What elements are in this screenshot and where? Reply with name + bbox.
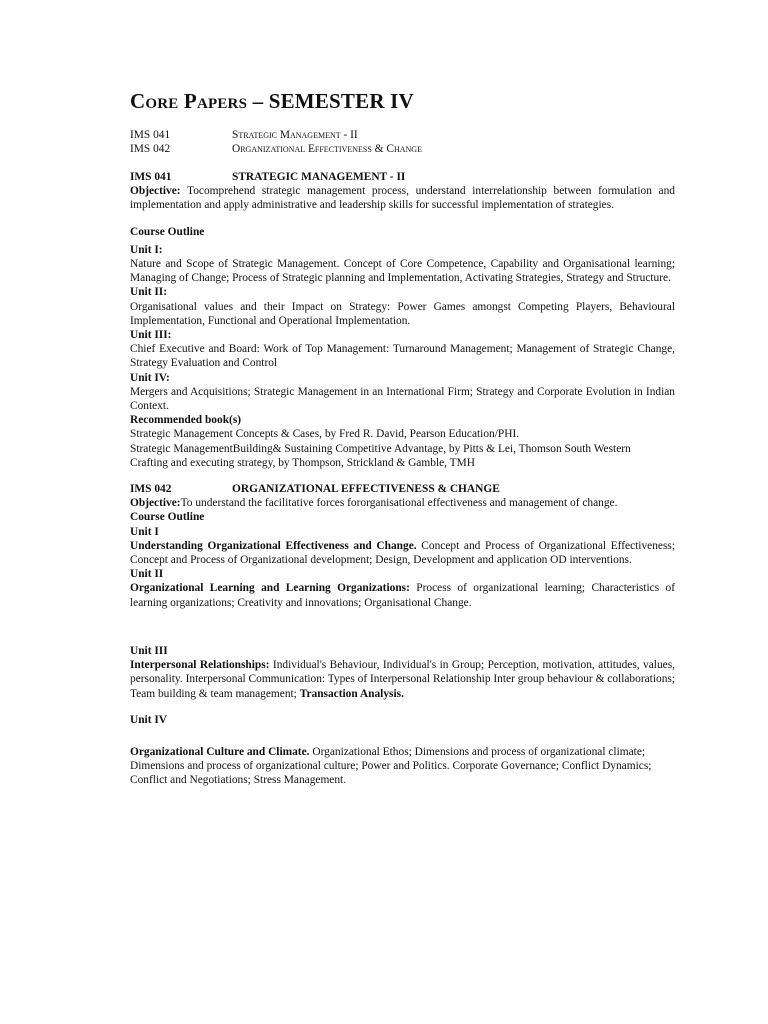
unit-topic: Organizational Culture and Climate.: [130, 745, 310, 758]
unit-text: [130, 745, 675, 788]
paper-name: Strategic Management - II: [232, 129, 358, 141]
unit-heading: Unit II:: [130, 286, 168, 299]
objective-paragraph: [130, 184, 675, 212]
objective-paragraph: [130, 496, 675, 510]
unit-detail: Concept and Process of Organizational Effectiveness; Concept and Process of Organizational development; Design, Development and application OD interventions.: [130, 539, 676, 567]
paper-code: IMS 042: [130, 143, 171, 155]
paper-name: Organizational Effectiveness & Change: [232, 143, 422, 155]
unit-text: Organisational values and their Impact on Strategy: Power Games amongst Competing Players, Behavioural Implementation, Functional and Operational Implementation.: [130, 300, 675, 327]
course-outline-heading: Course Outline: [130, 225, 205, 238]
unit-text: [130, 658, 675, 701]
unit-heading: Unit I:: [130, 243, 163, 256]
unit-text: [130, 539, 675, 567]
paper-list-row: [130, 128, 675, 142]
section-name: STRATEGIC MANAGEMENT - II: [232, 171, 406, 183]
unit-heading: Unit III:: [130, 329, 172, 342]
unit-text: [130, 581, 675, 609]
book-item: Crafting and executing strategy, by Thompson, Strickland & Gamble, TMH: [130, 456, 475, 469]
recommended-books-heading: Recommended book(s): [130, 414, 242, 427]
course-outline-heading: Course Outline: [130, 511, 205, 524]
objective-label: Objective:: [130, 185, 181, 198]
paper-code: IMS 041: [130, 129, 171, 141]
unit-detail: Process of organizational learning; Characteristics of learning organizations; Creativity and innovations; Organisational Change.: [130, 582, 675, 609]
unit-topic-end: Transaction Analysis.: [299, 687, 404, 700]
paper-list: [130, 128, 675, 156]
section-code: IMS 042: [130, 483, 172, 496]
section-code: IMS 041: [130, 171, 172, 183]
unit-topic: Organizational Learning and Learning Organizations:: [130, 582, 410, 595]
objective-text: To understand the facilitative forces fororganisational effectiveness and management of change.: [180, 497, 618, 510]
title-small-caps: Core Papers: [130, 89, 248, 113]
book-item: Strategic ManagementBuilding& Sustaining Competitive Advantage, by Pitts & Lei, Thomson South Western: [130, 442, 631, 455]
unit-detail: Individual's Behaviour, Individual's in Group; Perception, motivation, attitudes, values, personality. Interpersonal Communication: Types of Interpersonal Relationship Inter group behaviour & collaborations; Team building & team management;: [130, 659, 675, 700]
title-rest: – SEMESTER IV: [247, 89, 414, 113]
page-title: [130, 88, 675, 114]
unit-text: Mergers and Acquisitions; Strategic Management in an International Firm; Strategy and Corporate Evolution in Indian Context.: [130, 385, 675, 413]
unit-heading: Unit IV: [130, 713, 168, 726]
paper-list-row: [130, 142, 675, 156]
section-name: ORGANIZATIONAL EFFECTIVENESS & CHANGE: [232, 483, 500, 496]
section-heading-ims042: [130, 482, 675, 496]
section-heading-ims041: [130, 170, 675, 184]
unit-topic: Understanding Organizational Effectiveness and Change.: [130, 539, 417, 552]
unit-topic: Interpersonal Relationships:: [130, 659, 270, 672]
book-item: Strategic Management Concepts & Cases, by Fred R. David, Pearson Education/PHI.: [130, 428, 520, 441]
unit-detail: Organizational Ethos; Dimensions and process of organizational climate; Dimensions and process of organizational culture; Power and Politics. Corporate Governance; Conflict Dynamics; Conflict and Negotiations; Stress Management.: [130, 745, 652, 787]
document-page: [130, 88, 675, 788]
unit-heading: Unit III: [130, 644, 168, 657]
unit-heading: Unit II: [130, 568, 164, 581]
unit-heading: Unit I: [130, 525, 159, 538]
objective-label: Objective:: [130, 497, 181, 510]
unit-text: Chief Executive and Board: Work of Top Management: Turnaround Management; Management of Strategic Change, Strategy Evaluation and Control: [130, 343, 675, 370]
unit-heading: Unit IV:: [130, 371, 170, 384]
objective-text: Tocomprehend strategic management process, understand interrelationship between formulation and implementation and apply administrative and leadership skills for successful implementation of strategies.: [130, 185, 675, 212]
unit-text: Nature and Scope of Strategic Management. Concept of Core Competence, Capability and Organisational learning; Managing of Change; Process of Strategic planning and Implementation, Activating Strategies, Strategy and Structure.: [130, 258, 675, 285]
